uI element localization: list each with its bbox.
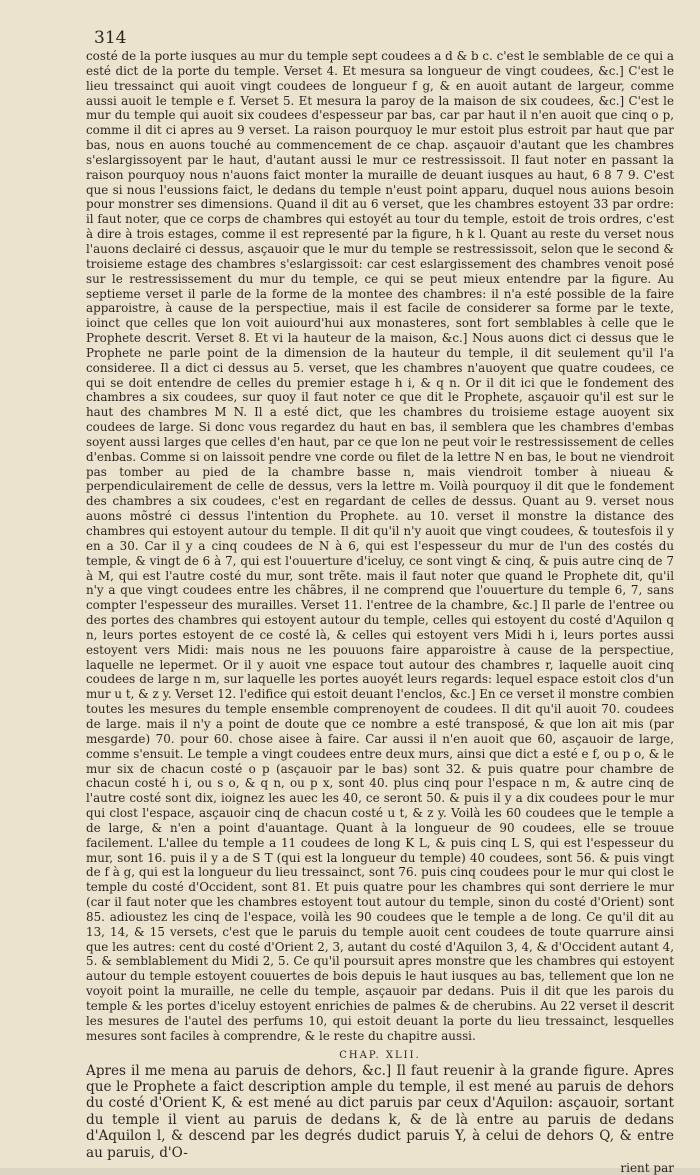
commentary-block [86, 49, 674, 1044]
commentary-paragraph: costé de la porte iusques au mur du temple sept coudees a d & b c. c'est le semblable de ce qui a esté dict de la porte du temple. Verset 4. Et mesura sa longueur de vingt coudees, &c.] C'est le lieu tressainct qui auoit vingt coudees de longueur f g, & en auoit autant de largeur, comme aussi auoit le temple e f. Verset 5. Et mesura la paroy de la maison de six coudees, &c.] C'est le mur du temple qui auoit six coudees d'espesseur par bas, car par haut il n'en auoit que cinq o p, comme il dit ci apres au 9 verset. La raison pourquoy le mur estoit plus estroit par haut que par bas, nous en auons touché au commencement de ce chap. asçauoir d'autant que les chambres s'eslargissoyent par le haut, d'autant aussi le mur ce restressissoit. Il faut noter en passant la raison pourquoy nous n'auons faict monter la muraille de deuant iusques au haut, 6 8 7 9. C'est que si nous l'eussions faict, le dedans du temple n'eust point apparu, duquel nous auions besoin pour monstrer ses dimensions. Quand il dit au 6 verset, que les chambres estoyent 33 par ordre: il faut noter, que ce corps de chambres qui estoyét au tour du temple, estoit de trois ordres, c'est à dire à trois estages, comme il est representé par la figure, h k l. Quant au reste du verset nous l'auons declairé ci dessus, asçauoir que le mur du temple se restressissoit, selon que le second & troisieme estage des chambres s'eslargissoit: car cest eslargissement des chambres venoit posé sur le restressissement du mur du temple, ce qui se peut mieux entendre par la figure. Au septieme verset il parle de la forme de la montee des chambres: il n'a esté possible de la faire apparoistre, à cause de la perspectiue, mais il est facile de considerer sa forme par le texte, ioinct que celles que lon voit auiourd'hui aux monasteres, sont fort semblables à celle que le Prophete descrit. Verset 8. Et vi la hauteur de la maison, &c.] Nous auons dict ci dessus que le Prophete ne parle point de la dimension de la hauteur du temple, il dit seulement qu'il l'a consideree. Il a dict ci dessus au 5. verset, que les chambres n'auoyent que quatre coudees, ce qui se doit entendre de celles du premier estage h i, & q n. Or il dit ici que le fondement des chambres a six coudees, sur quoy il faut noter ce que dit le Prophete, asçauoir qu'il est sur le haut des chambres M N. Il a esté dict, que les chambres du troisieme estage auoyent six coudees de large. Si donc vous regardez du haut en bas, il semblera que les chambres d'embas soyent aussi larges que celles d'en haut, par ce que lon ne peut voir le restressissement de celles d'enbas. Comme si on laissoit pendre vne corde ou filet de la lettre N en bas, le bout ne viendroit pas tomber au pied de la chambre basse n, mais viendroit tomber à niueau & perpendiculairement de celle de dessus, vers la lettre m. Voilà pourquoy il dit que le fondement des chambres a six coudees, c'est en regardant de celles de dessus. Quant au 9. verset nous auons mõstré ci dessus l'intention du Prophete. au 10. verset il monstre la distance des chambres qui estoyent autour du temple. Il dit qu'il n'y auoit que vingt coudees, & toutesfois il y en a 30. Car il y a cinq coudees de N à 6, qui est l'espesseur du mur de l'un des costés du temple, & vingt de 6 à 7, qui est l'ouuerture d'iceluy, ce sont vingt & cinq, & puis autre cinq de 7 à M, qui est l'autre costé du mur, sont trẽte. mais il faut noter que quand le Prophete dit, qu'il n'y a que vingt coudees entre les chãbres, il ne comprend que l'ouuerture du temple 6, 7, sans compter l'espesseur des murailles. Verset 11. l'entree de la chambre, &c.] Il parle de l'entree ou des portes des chambres qui estoyent autour du temple, celles qui estoyent du costé d'Aquilon q n, leurs portes estoyent de ce costé là, & celles qui estoyent vers Midi h i, leurs portes aussi estoyent vers Midi: mais nous ne les pouuons faire apparoistre à cause de la perspectiue, laquelle ne lepermet. Or il y auoit vne espace tout autour des chambres r, laquelle auoit cinq coudees de large n m, sur laquelle les portes auoyét leurs regards: lequel espace estoit clos d'un mur u t, & z y. Verset 12. l'edifice qui estoit deuant l'enclos, &c.] En ce verset il monstre combien toutes les mesures du temple ensemble comprenoyent de coudees. Il dit qu'il auoit 70. coudees de large. mais il n'y a point de doute que ce nombre a esté transposé, & que lon ait mis (par mesgarde) 70. pour 60. chose aisee à faire. Car aussi il n'en auoit que 60, asçauoir de large, comme s'ensuit. Le temple a vingt coudees entre deux murs, ainsi que dict a esté e f, ou p o, & le mur six de chacun costé o p (asçauoir par le bas) sont 32. & puis quatre pour chambre de chacun costé h i, ou s o, & q n, ou p x, sont 40. plus cinq pour l'espace n m, & autre cinq de l'autre costé sont dix, ioignez les auec les 40, ce seront 50. & puis il y a dix coudees pour le mur qui clost l'espace, asçauoir cinq de chacun costé u t, & z y. Voilà les 60 coudees que le temple a de large, & n'en a point d'auantage. Quant à la longueur de 90 coudees, elle se trouue facilement. L'allee du temple a 11 coudees de long K L, & puis cinq L S, qui est l'espesseur du mur, sont 16. puis il y a de S T (qui est la longueur du temple) 40 coudees, sont 56. & puis vingt de f à g, qui est la longueur du lieu tressainct, sont 76. puis cinq coudees pour le mur qui clost le temple du costé d'Occident, sont 81. Et puis quatre pour les chambres qui sont derriere le mur (car il faut noter que les chambres estoyent tout autour du temple, sinon du costé d'Orient) sont 85. adioustez les cinq de l'espace, voilà les 90 coudees que le temple a de long. Ce qu'il dit au 13, 14, & 15 versets, c'est que le paruis du temple auoit cent coudees de toute quarrure ainsi que les autres: cent du costé d'Orient 2, 3, autant du costé d'Aquilon 3, 4, & d'Occident autant 4, 5. & semblablement du Midi 2, 5. Ce qu'il poursuit apres monstre que les chambres qui estoyent autour du temple estoyent couuertes de bois depuis le haut iusques au bas, tellement que lon ne voyoit point la muraille, ne celle du temple, asçauoir par dedans. Puis il dit que les parois du temple & les portes d'iceluy estoyent enrichies de palmes & de cherubins. Au 22 verset il descrit les mesures de l'autel des perfums 10, qui estoit deuant la porte du lieu tressainct, lesquelles mesures sont faciles à comprendre, & le reste du chapitre aussi. [86, 49, 674, 1043]
chapter-heading: CHAP. XLII. [339, 1049, 421, 1061]
chapter-text: Apres il me mena au paruis de dehors, &c.] Il faut reuenir à la grande figure. Apres que le Prophete a faict description ample du temple, il est mené au paruis de dehors du costé d'Orient K, & est mené au dict paruis par ceux d'Aquilon: asçauoir, sortant du temple il vient au paruis de dedans k, & de là entre au paruis de dedans d'Aquilon l, & descend par les degrés dudict paruis Y, à celui de dehors Q, & entre au paruis, d'O- [86, 1062, 674, 1161]
page-number: 314 [94, 28, 127, 48]
catchword: rient par [620, 1160, 674, 1175]
